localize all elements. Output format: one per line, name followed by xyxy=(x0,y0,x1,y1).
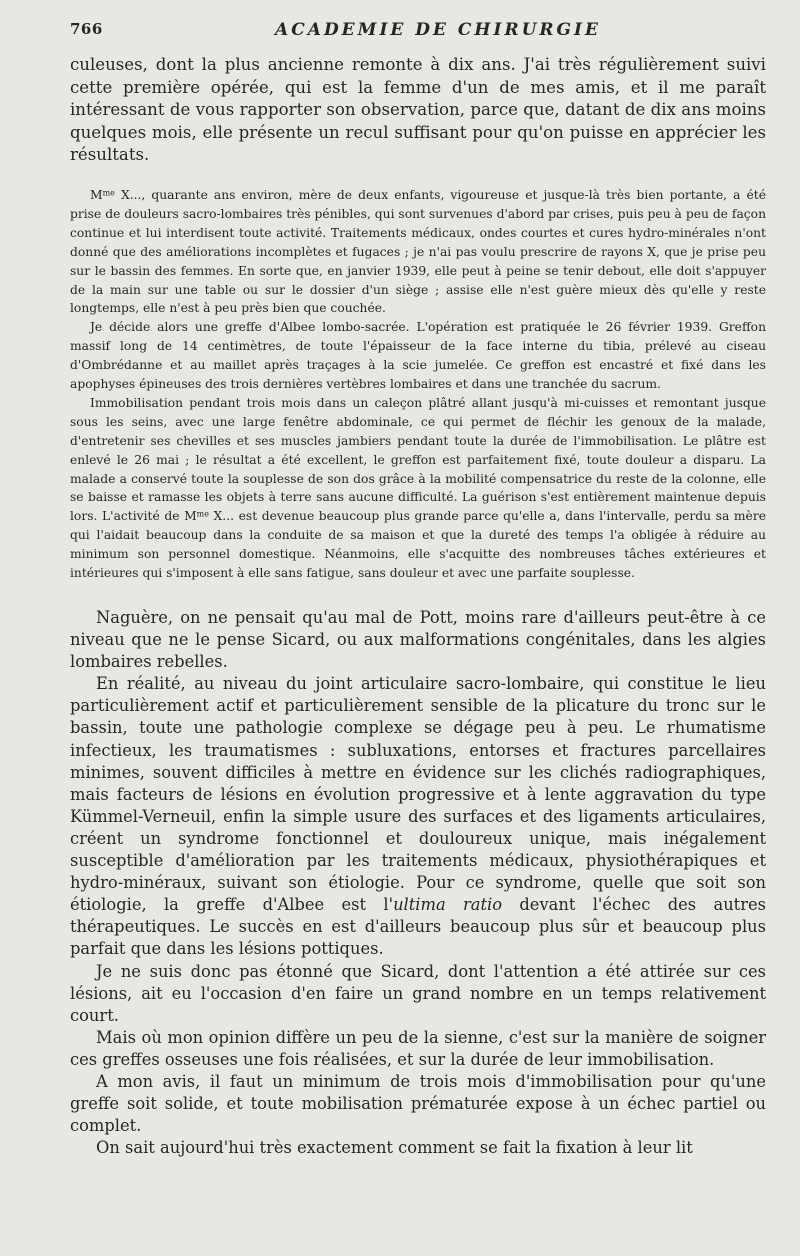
page-number: 766 xyxy=(70,20,103,38)
running-title: ACADEMIE DE CHIRURGIE xyxy=(275,20,601,40)
observation-text-1: X..., quarante ans environ, mère de deux enfants, vigoureuse et jusque-là très bien portante, a été prise de douleurs sacro-lombaires très pénibles, qui sont survenues d'abord par crises, puis peu à peu de façon continue et lui interdisent toute activité. Traitements médicaux, ondes courtes et cures hydro-minérales n'ont donné que des améliorations incomplètes et fugaces ; je n'ai pas voulu prescrire de rayons X, que je prise peu sur le bassin des femmes. En sorte que, en janvier 1939, elle peut à peine se tenir debout, elle doit s'appuyer de la main sur une table ou sur le dossier d'un siège ; assise elle n'est guère mieux dès qu'elle y reste longtemps, elle n'est à peu près bien que couchée. xyxy=(70,187,766,316)
intro-paragraph: culeuses, dont la plus ancienne remonte à dix ans. J'ai très régulièrement suivi cette première opérée, qui est la femme d'un de mes amis, et il me paraît intéressant de vous rapporter son observation, parce que, datant de dix ans moins quelques mois, elle présente un recul suffisant pour qu'on puisse en apprécier les résultats. xyxy=(70,55,766,165)
observation-paragraph-1 xyxy=(70,186,766,318)
discussion-paragraph-3: Je ne suis donc pas étonné que Sicard, dont l'attention a été attirée sur ces lésions, ait eu l'occasion d'en faire un grand nombre en un temps relativement court. xyxy=(70,961,766,1025)
intro-section xyxy=(70,54,766,167)
observation-paragraph-3 xyxy=(70,394,766,583)
discussion-paragraph-5: A mon avis, il faut un minimum de trois mois d'immobilisation pour qu'une greffe soit solide, et toute mobilisation prématurée expose à un échec partiel ou complet. xyxy=(70,1071,766,1136)
page-header xyxy=(70,14,766,54)
observation-title: M xyxy=(90,187,103,202)
discussion-text-2b: devant l'échec des autres thérapeutiques. Le succès en est d'ailleurs beaucoup plus sûr et beaucoup plus parfait que dans les lésions pottiques. xyxy=(70,895,766,959)
discussion-paragraph-1: Naguère, on ne pensait qu'au mal de Pott, moins rare d'ailleurs peut-être à ce niveau que ne le pense Sicard, ou aux malformations congénitales, dans les algies lombaires rebelles. xyxy=(70,608,766,672)
discussion-paragraph-2 xyxy=(70,673,766,960)
discussion-italic-phrase: ultima ratio xyxy=(393,895,503,915)
observation-sup-3: me xyxy=(196,509,209,519)
case-observation xyxy=(70,186,766,583)
observation-text-3a: Immobilisation pendant trois mois dans un caleçon plâtré allant jusqu'à mi-cuisses et remontant jusque sous les seins, avec une large fenêtre abdominale, ce qui permet de fléchir les genoux de la malade, d'entretenir ses chevilles et ses muscles jambiers pendant toute la durée de l'immobilisation. Le plâtre est enlevé le 26 mai ; le résultat a été excellent, le greffon est parfaitement fixé, toute douleur a disparu. La malade a conservé toute la souplesse de son dos grâce à la mobilité compensatrice du reste de la colonne, elle se baisse et ramasse les objets à terre sans aucune difficulté. La guérison s'est entièrement maintenue depuis lors. L'activité de M xyxy=(70,395,766,524)
discussion-paragraph-4: Mais où mon opinion diffère un peu de la sienne, c'est sur la manière de soigner ces greffes osseuses une fois réalisées, et sur la durée de leur immobilisation. xyxy=(70,1027,766,1069)
discussion-text-2a: En réalité, au niveau du joint articulaire sacro-lombaire, qui constitue le lieu particulièrement actif et particulièrement sensible de la plicature du tronc sur le bassin, toute une pathologie complexe se dégage peu à peu. Le rhumatisme infectieux, les traumatismes : subluxations, entorses et fractures parcellaires minimes, souvent difficiles à mettre en évidence sur les clichés radiographiques, mais facteurs de lésions en évolution progressive et à lente aggravation du type Kümmel-Verneuil, enfin la simple usure des surfaces et des ligaments articulaires, créent un syndrome fonctionnel et douloureux unique, mais inégalement susceptible d'amélioration par les traitements médicaux, physiothérapiques et hydro-minéraux, suivant son étiologie. Pour ce syndrome, quelle que soit son étiologie, la greffe d'Albee est l' xyxy=(70,674,766,915)
discussion-paragraph-6: On sait aujourd'hui très exactement comment se fait la fixation à leur lit xyxy=(96,1138,693,1158)
observation-paragraph-2: Je décide alors une greffe d'Albee lombo-sacrée. L'opération est pratiquée le 26 février 1939. Greffon massif long de 14 centimètres, de toute l'épaisseur de la face interne du tibia, prélevé au ciseau d'Ombrédanne et au maillet après traçages à la scie jumelée. Ce greffon est encastré et fixé dans les apophyses épineuses des trois dernières vertèbres lombaires et dans une tranchée du sacrum. xyxy=(70,320,766,392)
observation-title-sup: me xyxy=(102,188,115,198)
observation-text-3b: X... est devenue beaucoup plus grande parce qu'elle a, dans l'intervalle, perdu sa mère qui l'aidait beaucoup dans la conduite de sa maison et que la dureté des temps l'a obligée à réduire au minimum son personnel domestique. Néanmoins, elle s'acquitte des nombreuses tâches extérieures et intérieures qui s'imposent à elle sans fatigue, sans douleur et avec une parfaite souplesse. xyxy=(70,509,766,581)
discussion-section xyxy=(70,607,766,1159)
